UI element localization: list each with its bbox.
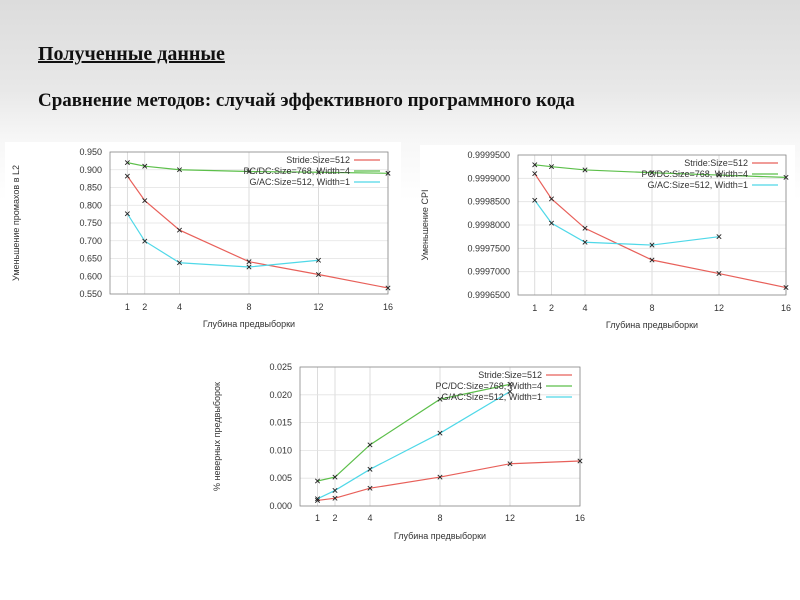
x-tick-label: 12 bbox=[713, 303, 725, 313]
legend-label-pcdc: PC/DC:Size=768, Width=4 bbox=[435, 381, 542, 391]
y-tick-label: 0.550 bbox=[79, 289, 102, 299]
x-tick-label: 16 bbox=[780, 303, 792, 313]
x-tick-label: 1 bbox=[532, 303, 538, 313]
legend-label-pcdc: PC/DC:Size=768, Width=4 bbox=[243, 166, 350, 176]
series-line-stride bbox=[318, 461, 581, 500]
y-tick-label: 0.9996500 bbox=[467, 290, 510, 300]
chart-l2-misses bbox=[5, 142, 401, 334]
y-axis-label: Уменьшение промахов в L2 bbox=[11, 165, 21, 281]
series-line-gac bbox=[535, 200, 719, 245]
x-tick-label: 4 bbox=[176, 302, 183, 312]
y-tick-label: 0.000 bbox=[269, 501, 292, 511]
x-tick-label: 2 bbox=[332, 513, 338, 523]
chart-wrong-prefetches bbox=[200, 355, 595, 547]
slide-subtitle: Сравнение методов: случай эффективного программного кода bbox=[38, 90, 575, 111]
series-line-stride bbox=[535, 174, 786, 288]
legend-label-stride: Stride:Size=512 bbox=[478, 370, 542, 380]
y-tick-label: 0.800 bbox=[79, 200, 102, 211]
y-tick-label: 0.900 bbox=[79, 164, 102, 175]
y-tick-label: 0.9999000 bbox=[467, 173, 510, 184]
y-tick-label: 0.025 bbox=[269, 362, 292, 372]
x-axis-label: Глубина предвыборки bbox=[605, 320, 699, 330]
y-tick-label: 0.005 bbox=[269, 473, 292, 484]
legend-label-gac: G/AC:Size=512, Width=1 bbox=[249, 177, 350, 187]
y-tick-label: 0.010 bbox=[269, 445, 292, 456]
y-tick-label: 0.850 bbox=[79, 182, 102, 193]
chart-wrong-prefetches-svg bbox=[200, 355, 595, 547]
y-tick-label: 0.9997000 bbox=[467, 266, 510, 277]
y-tick-label: 0.9999500 bbox=[467, 150, 510, 160]
chart-cpi-svg bbox=[420, 145, 795, 335]
x-tick-label: 16 bbox=[574, 513, 586, 523]
y-tick-label: 0.600 bbox=[79, 271, 102, 282]
y-axis-label: % неверных предвыборок bbox=[212, 382, 222, 491]
x-tick-label: 8 bbox=[437, 513, 443, 523]
y-axis-label: Уменьшение CPI bbox=[420, 189, 430, 261]
x-tick-label: 2 bbox=[548, 303, 555, 313]
series-line-stride bbox=[127, 176, 388, 288]
chart-cpi bbox=[420, 145, 795, 335]
y-tick-label: 0.9997500 bbox=[467, 243, 510, 254]
series-line-gac bbox=[318, 391, 511, 498]
y-tick-label: 0.020 bbox=[269, 389, 292, 400]
x-axis-label: Глубина предвыборки bbox=[393, 531, 487, 541]
x-tick-label: 12 bbox=[313, 302, 324, 312]
y-tick-label: 0.9998000 bbox=[467, 220, 510, 230]
y-tick-label: 0.750 bbox=[79, 218, 102, 228]
y-tick-label: 0.015 bbox=[269, 417, 292, 428]
slide-title: Полученные данные bbox=[38, 43, 225, 65]
x-tick-label: 8 bbox=[246, 302, 252, 312]
x-tick-label: 16 bbox=[382, 302, 394, 312]
x-tick-label: 1 bbox=[314, 513, 321, 523]
y-tick-label: 0.700 bbox=[79, 235, 102, 246]
legend-label-pcdc: PC/DC:Size=768, Width=4 bbox=[641, 169, 748, 179]
y-tick-label: 0.950 bbox=[79, 147, 102, 157]
chart-l2-misses-svg bbox=[5, 142, 401, 334]
x-tick-label: 1 bbox=[124, 302, 130, 312]
x-tick-label: 2 bbox=[142, 302, 148, 312]
x-tick-label: 12 bbox=[504, 513, 516, 523]
legend-label-gac: G/AC:Size=512, Width=1 bbox=[647, 180, 748, 190]
y-tick-label: 0.9998500 bbox=[467, 196, 510, 207]
legend-label-stride: Stride:Size=512 bbox=[286, 155, 350, 165]
y-tick-label: 0.650 bbox=[79, 253, 102, 264]
x-tick-label: 8 bbox=[649, 303, 655, 313]
x-tick-label: 4 bbox=[582, 303, 588, 313]
legend-label-stride: Stride:Size=512 bbox=[684, 158, 748, 168]
x-axis-label: Глубина предвыборки bbox=[202, 319, 296, 329]
x-tick-label: 4 bbox=[367, 513, 373, 523]
legend-label-gac: G/AC:Size=512, Width=1 bbox=[441, 392, 542, 402]
